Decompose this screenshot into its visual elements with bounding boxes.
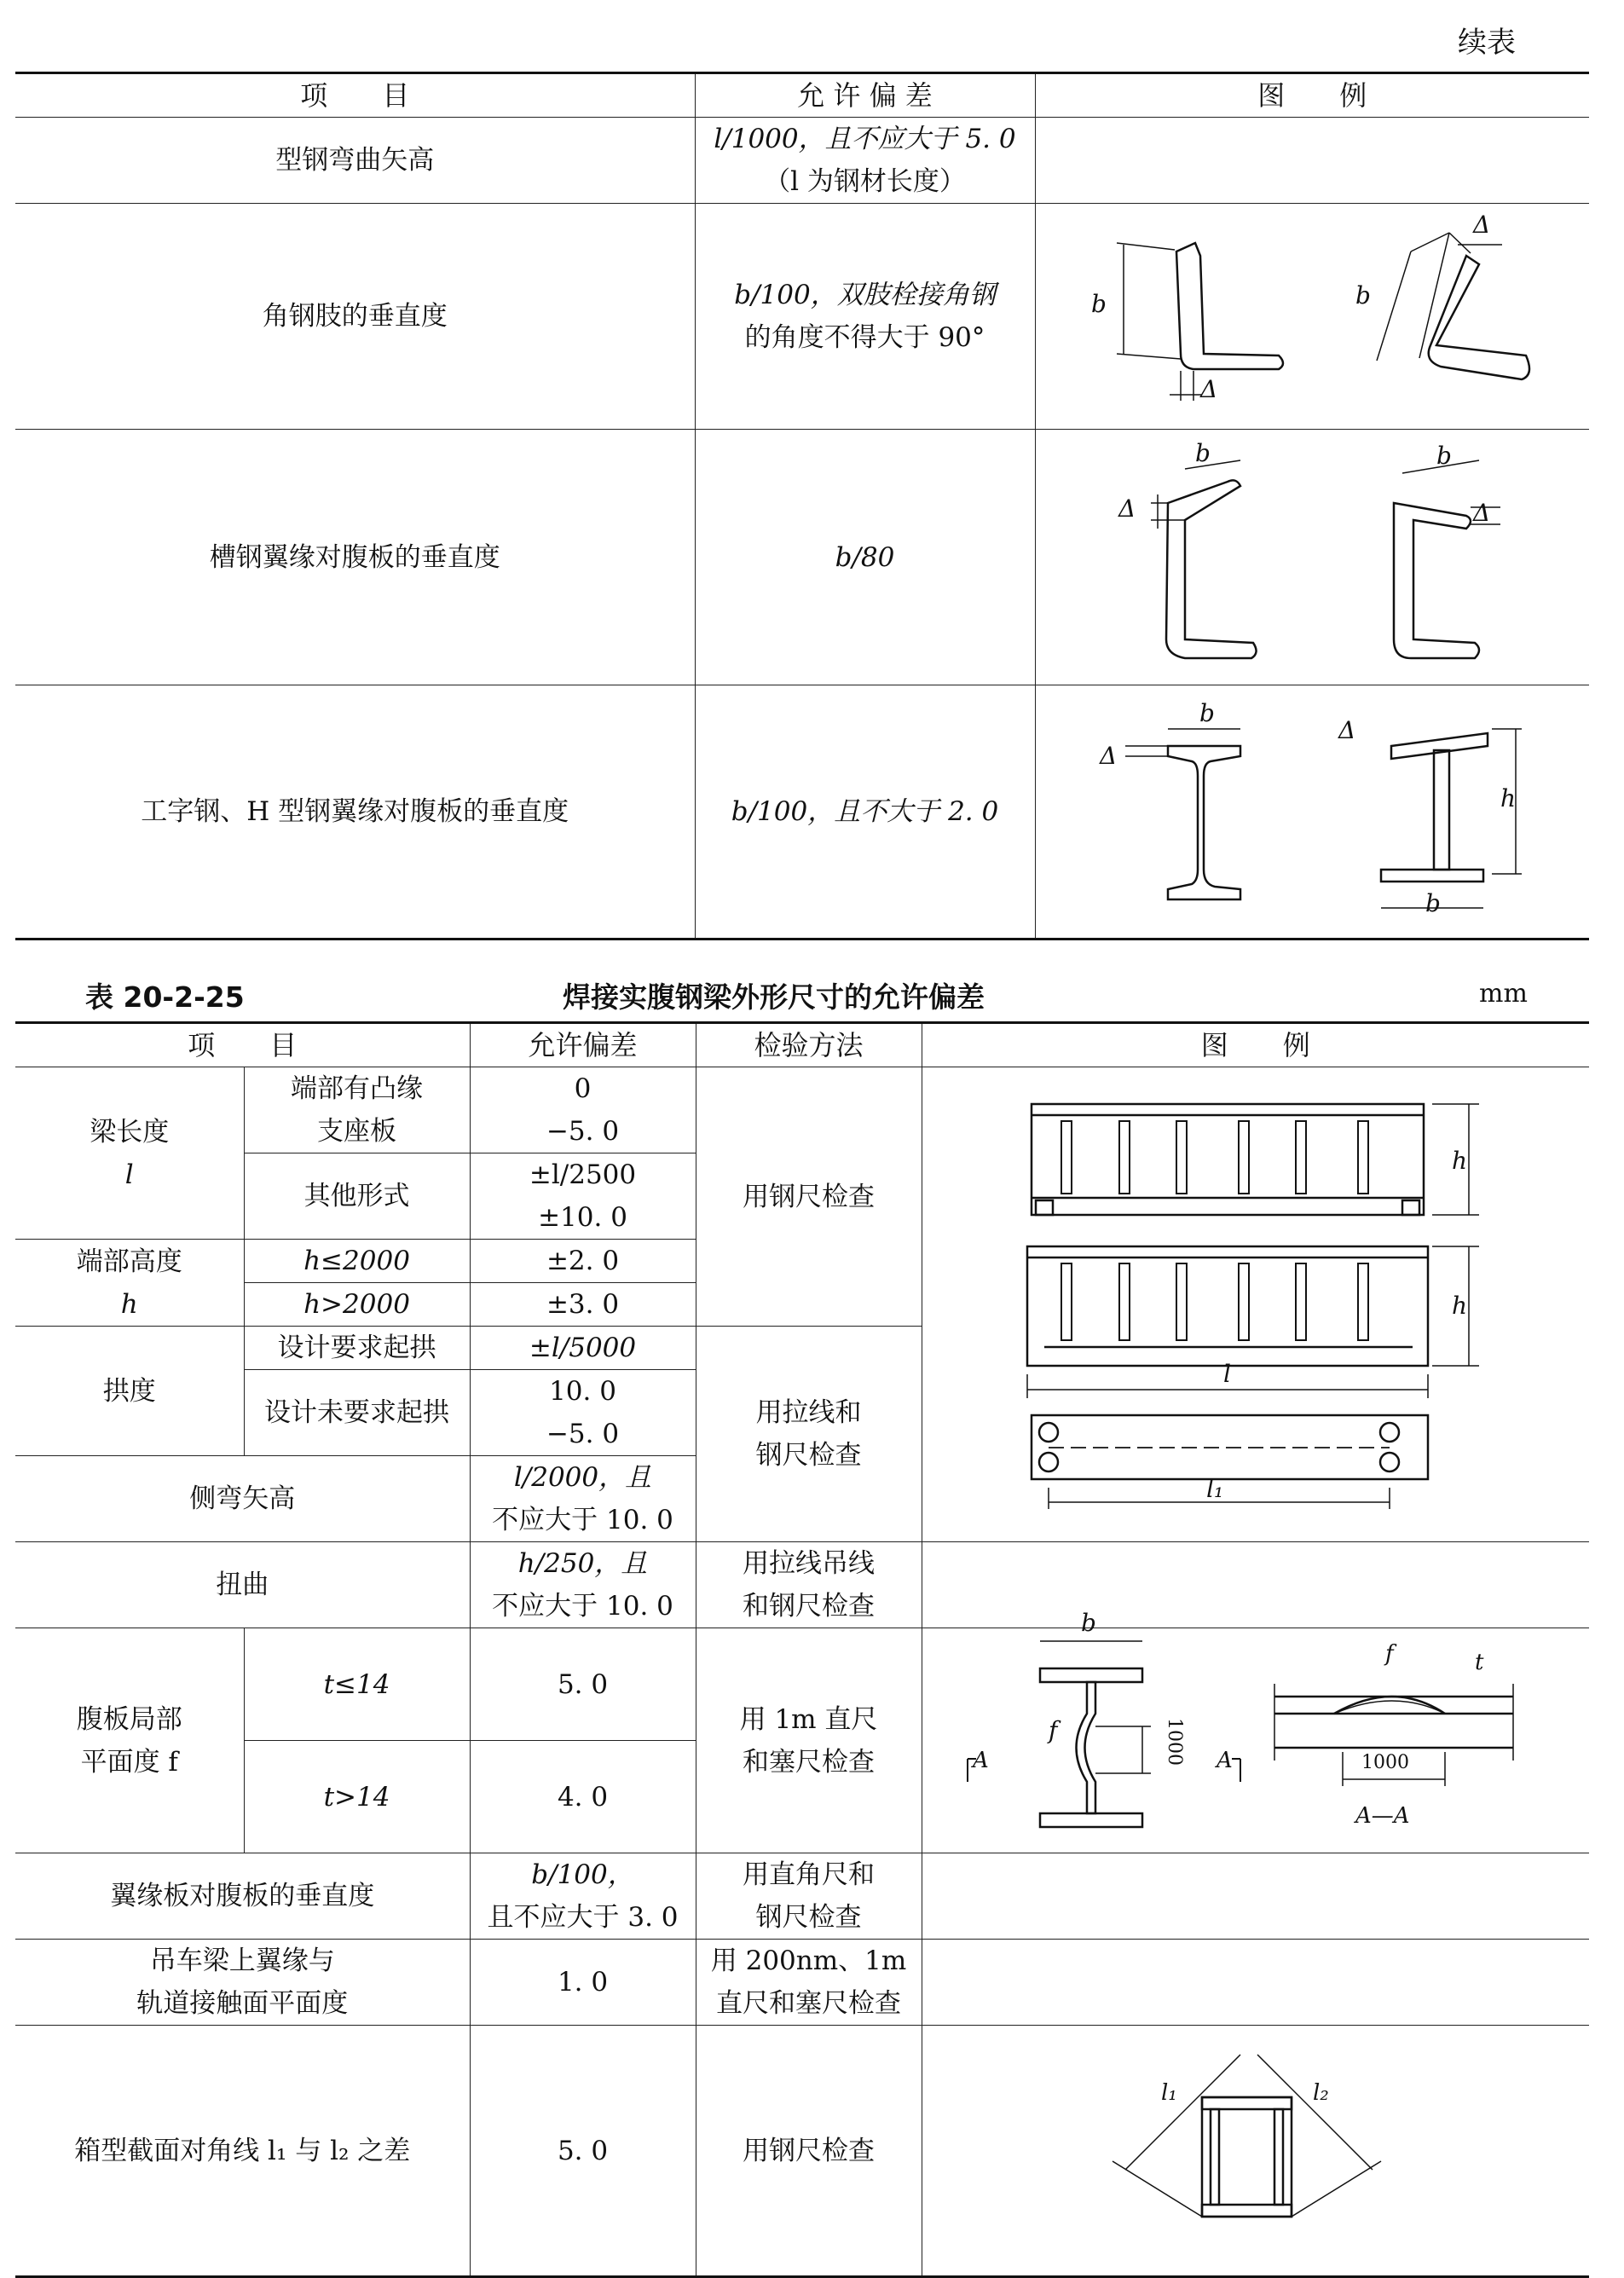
label-b: b xyxy=(1195,439,1211,467)
beam-length-tol2: ±l/2500 ±10. 0 xyxy=(470,1153,696,1240)
twist-tol: h/250，且 不应大于 10. 0 xyxy=(470,1542,696,1628)
web-flatness-method: 用 1m 直尺 和塞尺检查 xyxy=(696,1628,922,1853)
beam-elevation-figure xyxy=(1019,1100,1496,1594)
box-tol: 5. 0 xyxy=(470,2026,696,2277)
header-item: 项 目 xyxy=(15,73,695,118)
web-flatness-sub2: t>14 xyxy=(244,1741,470,1853)
label-1000: 1000 xyxy=(1361,1752,1409,1773)
box-section-figure xyxy=(1108,2042,1398,2238)
flange-perp-tol: b/100， 且不应大于 3. 0 xyxy=(470,1853,696,1940)
camber-sub2: 设计未要求起拱 xyxy=(244,1370,470,1456)
crane-tol: 1. 0 xyxy=(470,1940,696,2026)
end-height-sub1: h≤2000 xyxy=(244,1240,470,1283)
header-figure: 图 例 xyxy=(922,1023,1589,1067)
label-l1: l₁ xyxy=(1161,2080,1177,2106)
label-A: A xyxy=(1217,1748,1233,1773)
header-method: 检验方法 xyxy=(696,1023,922,1067)
end-height-tol1: ±2. 0 xyxy=(470,1240,696,1283)
label-b: b xyxy=(1425,889,1441,917)
twist-label: 扭曲 xyxy=(15,1542,470,1628)
label-delta: Δ xyxy=(1338,716,1356,744)
camber-tol2: 10. 0 −5. 0 xyxy=(470,1370,696,1456)
empty-figure xyxy=(922,1853,1589,1940)
label-b: b xyxy=(1355,281,1371,309)
crane-method: 用 200nm、1m 直尺和塞尺检查 xyxy=(696,1940,922,2026)
row-tolerance: b/100，且不大于 2. 0 xyxy=(695,685,1035,940)
beam-length-tol1: 0 −5. 0 xyxy=(470,1067,696,1153)
label-b: b xyxy=(1091,290,1107,318)
table-unit: mm xyxy=(1479,979,1528,1009)
web-flatness-tol2: 4. 0 xyxy=(470,1741,696,1853)
camber-sub1: 设计要求起拱 xyxy=(244,1327,470,1370)
label-b: b xyxy=(1081,1609,1096,1637)
continued-label: 续表 xyxy=(1458,26,1516,60)
side-bend-tol: l/2000，且 不应大于 10. 0 xyxy=(470,1456,696,1542)
label-h: h xyxy=(1500,784,1517,812)
row-item: 型钢弯曲矢高 xyxy=(15,118,695,204)
row-tolerance: b/80 xyxy=(695,430,1035,685)
header-tolerance: 允 许 偏 差 xyxy=(695,73,1035,118)
label-1000: 1000 xyxy=(1164,1718,1185,1766)
web-flatness-tol1: 5. 0 xyxy=(470,1628,696,1741)
label-l1: l₁ xyxy=(1206,1475,1224,1503)
label-delta: Δ xyxy=(1118,494,1136,523)
end-height-label: 端部高度 h xyxy=(15,1240,244,1327)
row-tolerance: l/1000，且不应大于 5. 0 （l 为钢材长度） xyxy=(695,118,1035,204)
web-flatness-sub1: t≤14 xyxy=(244,1628,470,1741)
table-row xyxy=(15,1853,1589,1940)
box-method: 用钢尺检查 xyxy=(696,2026,922,2277)
row-item: 槽钢翼缘对腹板的垂直度 xyxy=(15,430,695,685)
row-item: 工字钢、H 型钢翼缘对腹板的垂直度 xyxy=(15,685,695,940)
angle-steel-figure xyxy=(1074,211,1552,413)
table-number: 表 20-2-25 xyxy=(85,980,245,1014)
channel-steel-figure xyxy=(1100,435,1560,674)
label-A: A xyxy=(973,1748,989,1773)
label-section: A—A xyxy=(1355,1803,1410,1829)
beam-length-label: 梁长度 l xyxy=(15,1067,244,1240)
table-row xyxy=(15,1940,1589,2026)
end-height-tol2: ±3. 0 xyxy=(470,1283,696,1327)
label-f: f xyxy=(1385,1641,1394,1667)
method-string: 用拉线和 钢尺检查 xyxy=(696,1327,922,1542)
label-b: b xyxy=(1199,699,1215,727)
table-title: 焊接实腹钢梁外形尺寸的允许偏差 xyxy=(563,980,985,1014)
side-bend-label: 侧弯矢高 xyxy=(15,1456,470,1542)
label-b: b xyxy=(1436,442,1452,470)
web-flatness-figure xyxy=(959,1609,1556,1846)
twist-method: 用拉线吊线 和钢尺检查 xyxy=(696,1542,922,1628)
crane-label: 吊车梁上翼缘与 轨道接触面平面度 xyxy=(15,1940,470,2026)
row-figure-empty xyxy=(1035,118,1589,204)
flange-perp-label: 翼缘板对腹板的垂直度 xyxy=(15,1853,470,1940)
beam-length-sub2: 其他形式 xyxy=(244,1153,470,1240)
ibeam-steel-figure xyxy=(1091,695,1543,934)
label-delta: Δ xyxy=(1200,375,1218,403)
camber-tol1: ±l/5000 xyxy=(470,1327,696,1370)
method-ruler: 用钢尺检查 xyxy=(696,1067,922,1327)
label-t: t xyxy=(1475,1650,1484,1675)
header-item: 项 目 xyxy=(15,1023,470,1067)
row-tolerance: b/100，双肢栓接角钢 的角度不得大于 90° xyxy=(695,204,1035,430)
label-delta: Δ xyxy=(1473,499,1491,527)
row-item: 角钢肢的垂直度 xyxy=(15,204,695,430)
header-figure: 图 例 xyxy=(1035,73,1589,118)
label-l2: l₂ xyxy=(1313,2080,1329,2106)
box-label: 箱型截面对角线 l₁ 与 l₂ 之差 xyxy=(15,2026,470,2277)
label-f: f xyxy=(1049,1716,1058,1744)
web-flatness-label: 腹板局部 平面度 f xyxy=(15,1628,244,1853)
label-l: l xyxy=(1223,1360,1231,1388)
table-row xyxy=(15,118,1589,204)
empty-figure xyxy=(922,1940,1589,2026)
label-h: h xyxy=(1452,1292,1468,1320)
camber-label: 拱度 xyxy=(15,1327,244,1456)
flange-perp-method: 用直角尺和 钢尺检查 xyxy=(696,1853,922,1940)
label-delta: Δ xyxy=(1100,742,1118,770)
label-delta: Δ xyxy=(1473,211,1491,239)
beam-length-sub1: 端部有凸缘 支座板 xyxy=(244,1067,470,1153)
end-height-sub2: h>2000 xyxy=(244,1283,470,1327)
header-tolerance: 允许偏差 xyxy=(470,1023,696,1067)
label-h: h xyxy=(1452,1147,1468,1175)
